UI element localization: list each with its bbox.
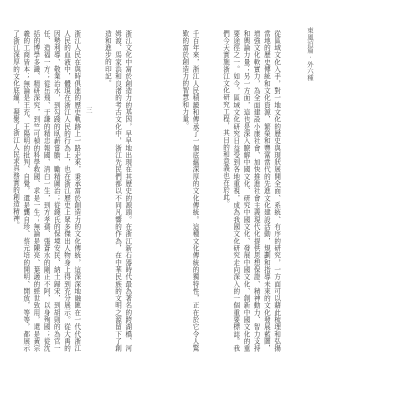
- body-text: [0, 30, 302, 352]
- page-number: 三: [86, 107, 93, 114]
- running-header: 東風泊篇 · 外六種: [306, 27, 314, 81]
- paragraph-gap: [153, 30, 159, 352]
- paragraph-4: 浙江人民在與時俱進的歷史軌跡上一路走來，秉承富於創造力的文化傳統，這深深地融匯在一代代浙江人民的血液中，體現在浙江人民的行為上，也在浙江歷史上眾多傑出人物身上得到充分展示。從大禹的因勢利導、敬業治水，到勾踐的臥薪嘗膽、勵精圖治；從錢氏的保境安民、納土歸宋，到胡則的為官一任、造福一方；從岳飛、于謙的精忠報國、清白一生，到方孝孺、張蒼水的剛正不阿，以身殉國；從沈括的博學多識、精研深究，到竺可楨的科學救國、求是一生；無論是陳亮、葉適的經世致用，還是黃宗羲的工商皆本；無論是王充、王陽明的批判、自覺，還是龔自珍、蔡元培的開明、開放，等等，都展示了浙江深厚的文化底蘊，凝聚了浙江人民求真務實的創造精神。: [11, 30, 81, 352]
- paragraph-1: 從區域文化入手，對一地文化的歷史與現狀展開全面、系統、有序的研究，一方面可以藉此梳理和弘揚當地的歷史傳統和文化資源，繁榮和豐富當代的先進文化建設活動，規劃和指導未來的文化發展藍圖，增強文化軟實力，為全面建設小康社會、加快推進社會主義現代化提供思想保證、精神動力、智力支持和輿論力量；另一方面，這也是深入瞭解中國文化、研究中國文化、發展中國文化、創新中國文化的重要途徑之一。如今，區域文化研究日益受到各地重視，成為我國文化研究走向深入的一個重要標誌。我們今天實施浙江文化研究工程，其目的和意義也在於此。: [221, 30, 281, 352]
- paragraph-2: 千百年來，浙江人民積澱和傳承了一個底蘊深厚的文化傳統。這種文化傳統的獨特性，正在於它令人驚歎的富於創造力的智慧和力量。: [180, 30, 199, 352]
- paragraph-3: 浙江文化中富於創造力的基因，早早地出現在其歷史的源頭。在浙江新石器時代最為著名的跨湖橋、河姆渡、馬家浜和良渚的考古文化中，浙江先民們都以不同凡響的作為，在中華民族的文明之源留下了創造和進步的印記。: [103, 30, 132, 352]
- book-page: [11, 27, 316, 357]
